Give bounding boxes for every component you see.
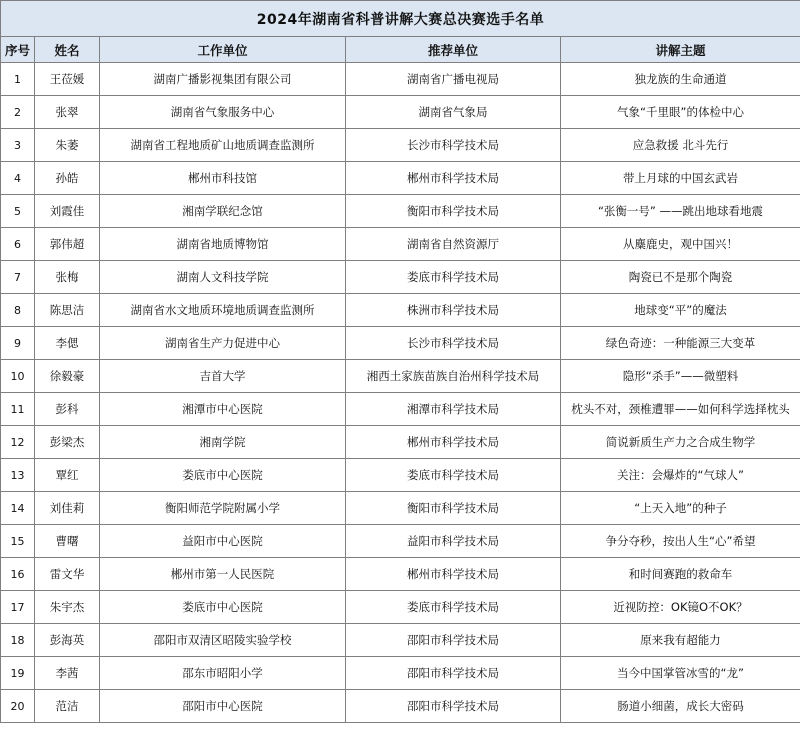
- cell-index[interactable]: 14: [1, 492, 35, 525]
- cell-recommender[interactable]: 娄底市科学技术局: [346, 261, 561, 294]
- table-row: [1, 129, 800, 162]
- table-row: [1, 591, 800, 624]
- cell-name[interactable]: 朱萎: [35, 129, 100, 162]
- cell-recommender[interactable]: 湘西土家族苗族自治州科学技术局: [346, 360, 561, 393]
- cell-index[interactable]: 10: [1, 360, 35, 393]
- cell-workplace[interactable]: 吉首大学: [100, 360, 346, 393]
- cell-topic[interactable]: 隐形“杀手”——微塑料: [561, 360, 800, 393]
- table-row: [1, 492, 800, 525]
- header-name[interactable]: 姓名: [35, 37, 100, 63]
- table-row: [1, 96, 800, 129]
- table-row: [1, 360, 800, 393]
- cell-index[interactable]: 15: [1, 525, 35, 558]
- cell-topic[interactable]: 简说新质生产力之合成生物学: [561, 426, 800, 459]
- cell-index[interactable]: 1: [1, 63, 35, 96]
- cell-topic[interactable]: 近视防控：OK镜O不OK？: [561, 591, 800, 624]
- cell-workplace[interactable]: 湖南省地质博物馆: [100, 228, 346, 261]
- cell-name[interactable]: 朱宇杰: [35, 591, 100, 624]
- cell-name[interactable]: 彭梁杰: [35, 426, 100, 459]
- cell-name[interactable]: 覃红: [35, 459, 100, 492]
- cell-index[interactable]: 17: [1, 591, 35, 624]
- cell-index[interactable]: 19: [1, 657, 35, 690]
- cell-topic[interactable]: 陶瓷已不是那个陶瓷: [561, 261, 800, 294]
- cell-recommender[interactable]: 郴州市科学技术局: [346, 162, 561, 195]
- table-row: [1, 690, 800, 723]
- cell-name[interactable]: 张梅: [35, 261, 100, 294]
- cell-recommender[interactable]: 邵阳市科学技术局: [346, 657, 561, 690]
- cell-recommender[interactable]: 邵阳市科学技术局: [346, 624, 561, 657]
- table-row: [1, 294, 800, 327]
- table-row: [1, 624, 800, 657]
- cell-topic[interactable]: 从麋鹿史，观中国兴！: [561, 228, 800, 261]
- cell-name[interactable]: 彭海英: [35, 624, 100, 657]
- table-row: [1, 63, 800, 96]
- cell-name[interactable]: 郭伟超: [35, 228, 100, 261]
- table-row: [1, 426, 800, 459]
- cell-recommender[interactable]: 长沙市科学技术局: [346, 327, 561, 360]
- header-row: [1, 37, 800, 63]
- cell-recommender[interactable]: 长沙市科学技术局: [346, 129, 561, 162]
- cell-workplace[interactable]: 湖南省工程地质矿山地质调查监测所: [100, 129, 346, 162]
- header-topic[interactable]: 讲解主题: [561, 37, 800, 63]
- table-row: [1, 327, 800, 360]
- cell-workplace[interactable]: 湘南学院: [100, 426, 346, 459]
- cell-name[interactable]: 陈思洁: [35, 294, 100, 327]
- cell-topic[interactable]: 独龙族的生命通道: [561, 63, 800, 96]
- table-row: [1, 228, 800, 261]
- cell-name[interactable]: 孙皓: [35, 162, 100, 195]
- cell-workplace[interactable]: 衡阳师范学院附属小学: [100, 492, 346, 525]
- cell-name[interactable]: 范洁: [35, 690, 100, 723]
- cell-topic[interactable]: 当今中国掌管冰雪的“龙”: [561, 657, 800, 690]
- table-row: [1, 525, 800, 558]
- cell-workplace[interactable]: 娄底市中心医院: [100, 459, 346, 492]
- cell-recommender[interactable]: 娄底市科学技术局: [346, 591, 561, 624]
- cell-index[interactable]: 2: [1, 96, 35, 129]
- cell-workplace[interactable]: 湖南省气象服务中心: [100, 96, 346, 129]
- cell-name[interactable]: 雷文华: [35, 558, 100, 591]
- cell-index[interactable]: 9: [1, 327, 35, 360]
- table-row: [1, 558, 800, 591]
- cell-name[interactable]: 张翠: [35, 96, 100, 129]
- cell-recommender[interactable]: 益阳市科学技术局: [346, 525, 561, 558]
- cell-recommender[interactable]: 郴州市科学技术局: [346, 426, 561, 459]
- cell-name[interactable]: 王莅媛: [35, 63, 100, 96]
- header-workplace[interactable]: 工作单位: [100, 37, 346, 63]
- cell-index[interactable]: 16: [1, 558, 35, 591]
- cell-workplace[interactable]: 湖南广播影视集团有限公司: [100, 63, 346, 96]
- cell-topic[interactable]: 枕头不对，颈椎遭罪——如何科学选择枕头: [561, 393, 800, 426]
- cell-name[interactable]: 李偲: [35, 327, 100, 360]
- table-row: [1, 459, 800, 492]
- cell-workplace[interactable]: 湖南人文科技学院: [100, 261, 346, 294]
- cell-topic[interactable]: 原来我有超能力: [561, 624, 800, 657]
- cell-index[interactable]: 3: [1, 129, 35, 162]
- cell-topic[interactable]: 绿色奇迹：一种能源三大变革: [561, 327, 800, 360]
- cell-topic[interactable]: 气象“千里眼”的体检中心: [561, 96, 800, 129]
- cell-name[interactable]: 刘霞佳: [35, 195, 100, 228]
- table-row: [1, 162, 800, 195]
- cell-topic[interactable]: 应急救援 北斗先行: [561, 129, 800, 162]
- cell-recommender[interactable]: 湘潭市科学技术局: [346, 393, 561, 426]
- cell-index[interactable]: 18: [1, 624, 35, 657]
- cell-recommender[interactable]: 衡阳市科学技术局: [346, 492, 561, 525]
- table-title[interactable]: 2024年湖南省科普讲解大赛总决赛选手名单: [1, 1, 800, 37]
- table-row: [1, 393, 800, 426]
- table-row: [1, 261, 800, 294]
- cell-index[interactable]: 5: [1, 195, 35, 228]
- cell-index[interactable]: 8: [1, 294, 35, 327]
- cell-recommender[interactable]: 邵阳市科学技术局: [346, 690, 561, 723]
- cell-recommender[interactable]: 郴州市科学技术局: [346, 558, 561, 591]
- cell-index[interactable]: 6: [1, 228, 35, 261]
- cell-workplace[interactable]: 益阳市中心医院: [100, 525, 346, 558]
- cell-topic[interactable]: 关注：会爆炸的“气球人”: [561, 459, 800, 492]
- cell-topic[interactable]: 肠道小细菌，成长大密码: [561, 690, 800, 723]
- cell-workplace[interactable]: 娄底市中心医院: [100, 591, 346, 624]
- cell-recommender[interactable]: 湖南省广播电视局: [346, 63, 561, 96]
- table-row: [1, 195, 800, 228]
- cell-recommender[interactable]: 株洲市科学技术局: [346, 294, 561, 327]
- title-row: [1, 1, 800, 37]
- cell-index[interactable]: 4: [1, 162, 35, 195]
- header-recommender[interactable]: 推荐单位: [346, 37, 561, 63]
- cell-index[interactable]: 20: [1, 690, 35, 723]
- cell-name[interactable]: 李茜: [35, 657, 100, 690]
- cell-topic[interactable]: 地球变“平”的魔法: [561, 294, 800, 327]
- cell-workplace[interactable]: 湘潭市中心医院: [100, 393, 346, 426]
- cell-recommender[interactable]: 娄底市科学技术局: [346, 459, 561, 492]
- cell-workplace[interactable]: 郴州市科技馆: [100, 162, 346, 195]
- cell-workplace[interactable]: 邵阳市中心医院: [100, 690, 346, 723]
- cell-topic[interactable]: “张衡一号” ——跳出地球看地震: [561, 195, 800, 228]
- cell-name[interactable]: 刘佳莉: [35, 492, 100, 525]
- header-index[interactable]: 序号: [1, 37, 35, 63]
- cell-index[interactable]: 7: [1, 261, 35, 294]
- cell-workplace[interactable]: 邵阳市双清区昭陵实验学校: [100, 624, 346, 657]
- cell-workplace[interactable]: 湘南学联纪念馆: [100, 195, 346, 228]
- cell-index[interactable]: 13: [1, 459, 35, 492]
- cell-name[interactable]: 徐毅豪: [35, 360, 100, 393]
- cell-workplace[interactable]: 郴州市第一人民医院: [100, 558, 346, 591]
- cell-topic[interactable]: 争分夺秒，按出人生“心”希望: [561, 525, 800, 558]
- cell-workplace[interactable]: 湖南省水文地质环境地质调查监测所: [100, 294, 346, 327]
- cell-recommender[interactable]: 湖南省气象局: [346, 96, 561, 129]
- cell-recommender[interactable]: 湖南省自然资源厅: [346, 228, 561, 261]
- cell-name[interactable]: 曹曙: [35, 525, 100, 558]
- cell-topic[interactable]: 和时间赛跑的救命车: [561, 558, 800, 591]
- cell-recommender[interactable]: 衡阳市科学技术局: [346, 195, 561, 228]
- cell-index[interactable]: 12: [1, 426, 35, 459]
- cell-topic[interactable]: 带上月球的中国玄武岩: [561, 162, 800, 195]
- cell-index[interactable]: 11: [1, 393, 35, 426]
- cell-workplace[interactable]: 湖南省生产力促进中心: [100, 327, 346, 360]
- cell-name[interactable]: 彭科: [35, 393, 100, 426]
- cell-topic[interactable]: “上天入地”的种子: [561, 492, 800, 525]
- cell-workplace[interactable]: 邵东市昭阳小学: [100, 657, 346, 690]
- table-row: [1, 657, 800, 690]
